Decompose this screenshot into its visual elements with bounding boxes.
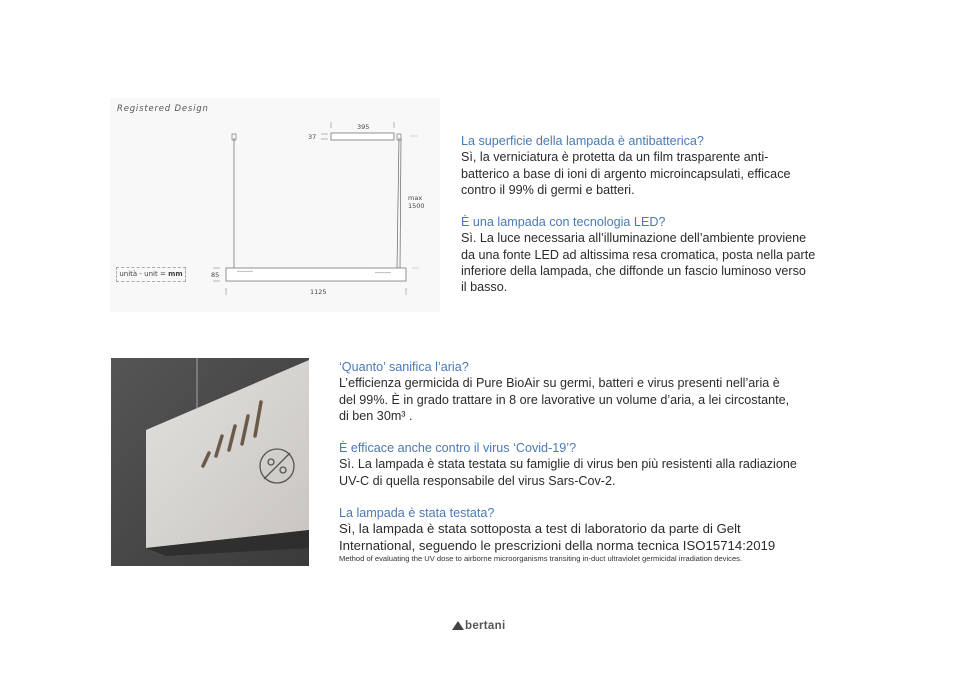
dim-width-bottom: 1125	[310, 288, 327, 296]
logo-text: bertani	[465, 620, 506, 632]
canopy-outline	[331, 133, 394, 140]
faq-answer-line: UV-C di quella responsabile del virus Sars-Cov-2.	[339, 473, 616, 488]
dim-max-label: max	[408, 194, 423, 202]
faq-item	[461, 133, 851, 198]
faq-answer-line: il basso.	[461, 280, 508, 295]
faq-answer-line: di ben 30m³ .	[339, 408, 413, 423]
right-wire	[397, 138, 399, 268]
faq-answer-line: Sì, la lampada è stata sottoposta a test di laboratorio da parte di Gelt	[339, 521, 741, 537]
faq-top	[461, 133, 851, 296]
faq-item	[339, 440, 844, 489]
faq-item	[339, 505, 844, 563]
unit-label-value: mm	[168, 270, 183, 278]
technical-drawing	[110, 98, 440, 312]
faq-answer-line: batterico a base di ioni di argento microincapsulati, efficace	[461, 166, 791, 181]
dim-height-bottom: 85	[211, 271, 220, 279]
faq-answer-line: Sì. La luce necessaria all’illuminazione dell’ambiente proviene	[461, 231, 807, 246]
unit-label	[116, 267, 186, 282]
faq-item	[339, 359, 844, 424]
faq-question: È una lampada con tecnologia LED?	[461, 215, 666, 230]
faq-answer-line: da una fonte LED ad altissima resa cromatica, posta nella parte	[461, 247, 816, 262]
faq-answer-line: del 99%. È in grado trattare in 8 ore lavorative un volume d’aria, a lei circostante,	[339, 392, 790, 407]
lamp-photo	[111, 358, 309, 566]
faq-answer-line: Sì. La lampada è stata testata su famiglie di virus ben più resistenti alla radiazione	[339, 457, 797, 472]
bertani-logo	[452, 620, 505, 632]
right-wire-cable	[400, 138, 401, 268]
lamp-body-outline	[226, 268, 406, 281]
faq-answer-line: Sì, la verniciatura è protetta da un film trasparente anti-	[461, 150, 769, 165]
faq-answer-line: inferiore della lampada, che diffonde un fascio luminoso verso	[461, 264, 806, 279]
faq-question: La superficie della lampada è antibatterica?	[461, 134, 704, 148]
dim-width-top: 395	[357, 123, 370, 131]
unit-label-prefix: unità - unit =	[119, 270, 169, 278]
faq-answer-line: contro il 99% di germi e batteri.	[461, 182, 635, 197]
faq-note: Method of evaluating the UV dose to airborne microorganisms transiting in-duct ultraviolet germicidal irradiation devices.	[339, 553, 743, 563]
faq-answer-line: International, seguendo le prescrizioni della norma tecnica ISO15714:2019	[339, 537, 776, 553]
dim-height-top: 37	[308, 133, 317, 141]
faq-answer-line: L’efficienza germicida di Pure BioAir su germi, batteri e virus presenti nell’aria è	[339, 376, 780, 391]
faq-question: ‘Quanto’ sanifica l’aria?	[339, 360, 469, 374]
faq-question: La lampada è stata testata?	[339, 506, 495, 521]
faq-question: È efficace anche contro il virus ‘Covid-19’?	[339, 441, 577, 456]
dim-max-value: 1500	[408, 202, 425, 210]
faq-bottom	[339, 359, 844, 563]
faq-item	[461, 214, 851, 295]
bertani-logo-icon	[452, 621, 464, 630]
registered-design-label: Registered Design	[117, 104, 209, 114]
